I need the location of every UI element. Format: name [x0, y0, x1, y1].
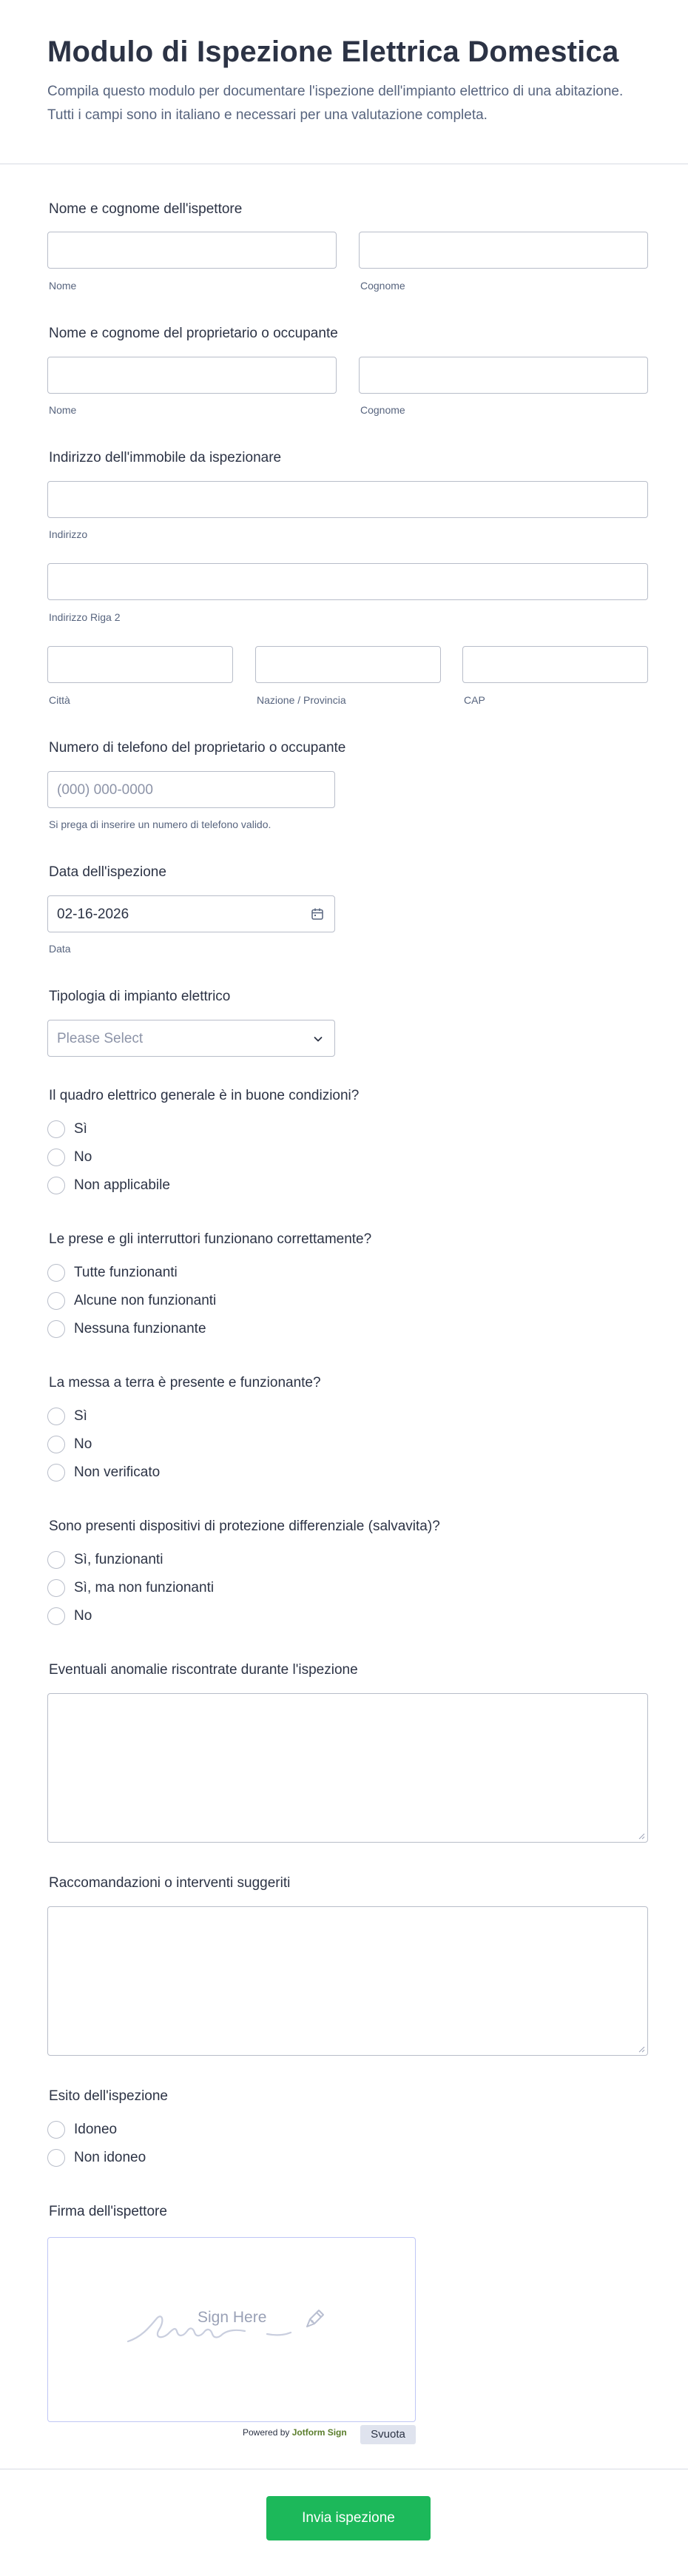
owner-last-name-input[interactable] [359, 357, 648, 394]
outcome-option-unfit[interactable] [47, 2148, 146, 2168]
address-line1-sublabel: Indirizzo [49, 528, 88, 540]
date-input[interactable] [47, 895, 335, 932]
radio-button[interactable] [47, 2149, 65, 2167]
radio-label: Non idoneo [74, 2150, 146, 2165]
form-title: Modulo di Ispezione Elettrica Domestica [47, 36, 619, 68]
radio-label: Sì [74, 1408, 87, 1424]
address-label: Indirizzo dell'immobile da ispezionare [49, 450, 282, 465]
q-ground-option-unverified[interactable] [47, 1462, 160, 1483]
signature-pad[interactable] [47, 2237, 416, 2422]
resize-grip-icon[interactable] [638, 1832, 645, 1840]
form-header [0, 0, 688, 164]
q-ground-option-si[interactable] [47, 1406, 87, 1427]
q-panel-label: Il quadro elettrico generale è in buone condizioni? [49, 1088, 360, 1103]
inspector-last-name-input[interactable] [359, 232, 648, 269]
powered-prefix: Powered by [243, 2427, 290, 2438]
signature-placeholder: Sign Here [198, 2309, 267, 2326]
system-type-select[interactable] [47, 1020, 335, 1057]
q-rcd-option-not-working[interactable] [47, 1578, 214, 1598]
radio-label: No [74, 1436, 92, 1452]
inspector-first-name-input[interactable] [47, 232, 337, 269]
radio-label: Tutte funzionanti [74, 1265, 178, 1280]
phone-input[interactable] [47, 771, 335, 808]
radio-button[interactable] [47, 1464, 65, 1482]
radio-button[interactable] [47, 1149, 65, 1166]
radio-button[interactable] [47, 1436, 65, 1453]
q-ground-label: La messa a terra è presente e funzionante? [49, 1375, 321, 1390]
anomalies-label: Eventuali anomalie riscontrate durante l'ispezione [49, 1662, 358, 1678]
owner-name-label: Nome e cognome del proprietario o occupante [49, 326, 338, 341]
city-sublabel: Città [49, 694, 70, 706]
city-input[interactable] [47, 646, 233, 683]
q-panel-option-no[interactable] [47, 1147, 92, 1168]
inspector-name-label: Nome e cognome dell'ispettore [49, 201, 243, 217]
pen-icon [303, 2306, 328, 2331]
radio-button[interactable] [47, 1607, 65, 1625]
radio-label: No [74, 1608, 92, 1624]
chevron-down-icon [312, 1033, 324, 1045]
outcome-label: Esito dell'ispezione [49, 2088, 168, 2104]
form-subtitle: Compila questo modulo per documentare l'ispezione dell'impianto elettrico di una abitazione. Tutti i campi sono in italiano e necessari per una valutazione completa. [47, 84, 624, 123]
radio-button[interactable] [47, 1292, 65, 1310]
phone-hint: Si prega di inserire un numero di telefono valido. [49, 818, 272, 830]
radio-button[interactable] [47, 1120, 65, 1138]
radio-label: Non verificato [74, 1464, 161, 1480]
q-outlets-label: Le prese e gli interruttori funzionano correttamente? [49, 1231, 372, 1247]
date-label: Data dell'ispezione [49, 864, 166, 880]
q-panel-option-si[interactable] [47, 1119, 87, 1140]
radio-button[interactable] [47, 1579, 65, 1597]
radio-label: Sì [74, 1121, 87, 1137]
q-panel-option-na[interactable] [47, 1175, 170, 1196]
radio-button[interactable] [47, 1551, 65, 1569]
q-outlets-option-all[interactable] [47, 1262, 178, 1283]
address-line2-sublabel: Indirizzo Riga 2 [49, 611, 121, 623]
q-rcd-label: Sono presenti dispositivi di protezione differenziale (salvavita)? [49, 1519, 440, 1534]
address-line1-input[interactable] [47, 481, 648, 518]
system-type-label: Tipologia di impianto elettrico [49, 989, 231, 1004]
date-sublabel: Data [49, 943, 71, 955]
radio-label: Alcune non funzionanti [74, 1293, 217, 1308]
owner-first-name-input[interactable] [47, 357, 337, 394]
state-sublabel: Nazione / Provincia [257, 694, 346, 706]
state-input[interactable] [255, 646, 441, 683]
radio-button[interactable] [47, 1177, 65, 1194]
owner-last-name-sublabel: Cognome [360, 404, 405, 416]
phone-label: Numero di telefono del proprietario o occupante [49, 740, 346, 756]
zip-sublabel: CAP [464, 694, 485, 706]
q-rcd-option-working[interactable] [47, 1550, 163, 1570]
radio-button[interactable] [47, 2121, 65, 2139]
radio-label: Nessuna funzionante [74, 1321, 206, 1336]
radio-button[interactable] [47, 1408, 65, 1425]
inspector-first-name-sublabel: Nome [49, 280, 77, 292]
radio-label: Idoneo [74, 2122, 118, 2137]
resize-grip-icon[interactable] [638, 2045, 645, 2053]
outcome-option-fit[interactable] [47, 2119, 117, 2140]
q-ground-option-no[interactable] [47, 1434, 92, 1455]
radio-label: No [74, 1149, 92, 1165]
signature-label: Firma dell'ispettore [49, 2204, 167, 2219]
owner-first-name-sublabel: Nome [49, 404, 77, 416]
radio-button[interactable] [47, 1264, 65, 1282]
zip-input[interactable] [462, 646, 648, 683]
clear-signature-button[interactable]: Svuota [360, 2425, 416, 2444]
radio-label: Non applicabile [74, 1177, 170, 1193]
radio-button[interactable] [47, 1320, 65, 1338]
calendar-icon[interactable] [311, 907, 324, 921]
submit-button[interactable]: Invia ispezione [266, 2496, 431, 2540]
powered-by [243, 2427, 347, 2438]
address-line2-input[interactable] [47, 563, 648, 600]
recommendations-label: Raccomandazioni o interventi suggeriti [49, 1875, 291, 1891]
system-type-placeholder: Please Select [57, 1031, 144, 1046]
form-footer [0, 2469, 688, 2576]
radio-label: Sì, ma non funzionanti [74, 1580, 215, 1595]
recommendations-textarea[interactable] [47, 1906, 648, 2056]
q-outlets-option-none[interactable] [47, 1319, 206, 1339]
phone-placeholder: (000) 000-0000 [57, 782, 153, 798]
powered-brand: Jotform Sign [291, 2427, 347, 2438]
q-outlets-option-some[interactable] [47, 1291, 216, 1311]
anomalies-textarea[interactable] [47, 1693, 648, 1843]
date-value: 02-16-2026 [57, 907, 129, 922]
radio-label: Sì, funzionanti [74, 1552, 163, 1567]
q-rcd-option-no[interactable] [47, 1606, 92, 1627]
inspector-last-name-sublabel: Cognome [360, 280, 405, 292]
